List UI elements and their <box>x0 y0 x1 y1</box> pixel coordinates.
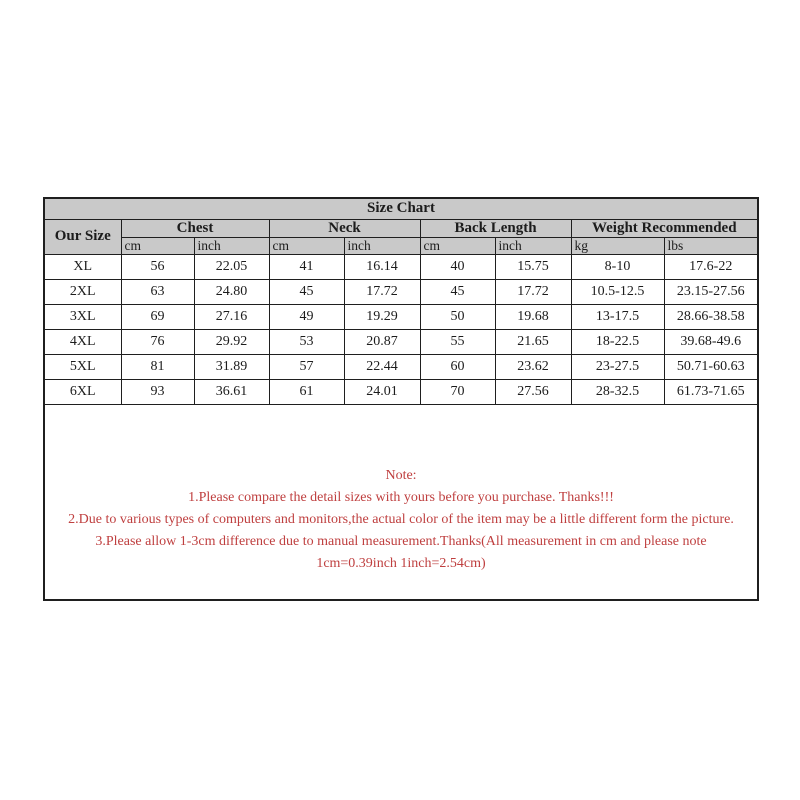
subheader-back-cm: cm <box>420 237 495 254</box>
size-chart-table <box>43 197 759 601</box>
table-row <box>44 379 758 404</box>
table-row <box>44 304 758 329</box>
table-row <box>44 254 758 279</box>
title-row <box>44 198 758 219</box>
corner-header: Our Size <box>44 219 121 254</box>
table-row <box>44 279 758 304</box>
note-row <box>44 404 758 600</box>
note-heading: Note: <box>385 467 417 483</box>
group-header-back-length: Back Length <box>420 219 571 237</box>
value-cell: 81 <box>121 354 194 379</box>
value-cell: 13-17.5 <box>571 304 664 329</box>
note-line: 1.Please compare the detail sizes with yours before you purchase. Thanks!!! <box>188 489 614 505</box>
value-cell: 27.16 <box>194 304 269 329</box>
value-cell: 49 <box>269 304 344 329</box>
table-row <box>44 354 758 379</box>
subheader-weight-kg: kg <box>571 237 664 254</box>
value-cell: 57 <box>269 354 344 379</box>
value-cell: 17.72 <box>495 279 571 304</box>
value-cell: 53 <box>269 329 344 354</box>
value-cell: 63 <box>121 279 194 304</box>
chart-title: Size Chart <box>44 198 758 219</box>
value-cell: 24.80 <box>194 279 269 304</box>
value-cell: 17.72 <box>344 279 420 304</box>
size-cell: 5XL <box>44 354 121 379</box>
value-cell: 20.87 <box>344 329 420 354</box>
value-cell: 17.6-22 <box>664 254 758 279</box>
value-cell: 23.15-27.56 <box>664 279 758 304</box>
value-cell: 23-27.5 <box>571 354 664 379</box>
group-header-row <box>44 219 758 237</box>
value-cell: 24.01 <box>344 379 420 404</box>
note-line: 2.Due to various types of computers and monitors,the actual color of the item may be a little different form the picture. <box>68 511 734 527</box>
value-cell: 50.71-60.63 <box>664 354 758 379</box>
size-cell: 4XL <box>44 329 121 354</box>
group-header-neck: Neck <box>269 219 420 237</box>
value-cell: 28-32.5 <box>571 379 664 404</box>
value-cell: 56 <box>121 254 194 279</box>
value-cell: 19.29 <box>344 304 420 329</box>
value-cell: 19.68 <box>495 304 571 329</box>
value-cell: 15.75 <box>495 254 571 279</box>
size-cell: 2XL <box>44 279 121 304</box>
subheader-chest-inch: inch <box>194 237 269 254</box>
note-line: 3.Please allow 1-3cm difference due to manual measurement.Thanks(All measurement in cm and please note <box>95 533 707 549</box>
value-cell: 22.05 <box>194 254 269 279</box>
value-cell: 23.62 <box>495 354 571 379</box>
subheader-back-inch: inch <box>495 237 571 254</box>
value-cell: 29.92 <box>194 329 269 354</box>
subheader-neck-cm: cm <box>269 237 344 254</box>
value-cell: 31.89 <box>194 354 269 379</box>
value-cell: 76 <box>121 329 194 354</box>
note-line: 1cm=0.39inch 1inch=2.54cm) <box>316 555 486 571</box>
value-cell: 45 <box>420 279 495 304</box>
value-cell: 41 <box>269 254 344 279</box>
subheader-weight-lbs: lbs <box>664 237 758 254</box>
group-header-weight: Weight Recommended <box>571 219 758 237</box>
value-cell: 69 <box>121 304 194 329</box>
value-cell: 55 <box>420 329 495 354</box>
value-cell: 93 <box>121 379 194 404</box>
value-cell: 50 <box>420 304 495 329</box>
subheader-row <box>44 237 758 254</box>
size-cell: XL <box>44 254 121 279</box>
value-cell: 61.73-71.65 <box>664 379 758 404</box>
value-cell: 16.14 <box>344 254 420 279</box>
subheader-chest-cm: cm <box>121 237 194 254</box>
size-cell: 3XL <box>44 304 121 329</box>
value-cell: 10.5-12.5 <box>571 279 664 304</box>
value-cell: 40 <box>420 254 495 279</box>
value-cell: 18-22.5 <box>571 329 664 354</box>
value-cell: 61 <box>269 379 344 404</box>
value-cell: 45 <box>269 279 344 304</box>
value-cell: 22.44 <box>344 354 420 379</box>
value-cell: 39.68-49.6 <box>664 329 758 354</box>
value-cell: 8-10 <box>571 254 664 279</box>
group-header-chest: Chest <box>121 219 269 237</box>
value-cell: 36.61 <box>194 379 269 404</box>
note-cell <box>44 404 758 600</box>
value-cell: 27.56 <box>495 379 571 404</box>
size-cell: 6XL <box>44 379 121 404</box>
value-cell: 21.65 <box>495 329 571 354</box>
value-cell: 28.66-38.58 <box>664 304 758 329</box>
value-cell: 60 <box>420 354 495 379</box>
subheader-neck-inch: inch <box>344 237 420 254</box>
table-row <box>44 329 758 354</box>
value-cell: 70 <box>420 379 495 404</box>
